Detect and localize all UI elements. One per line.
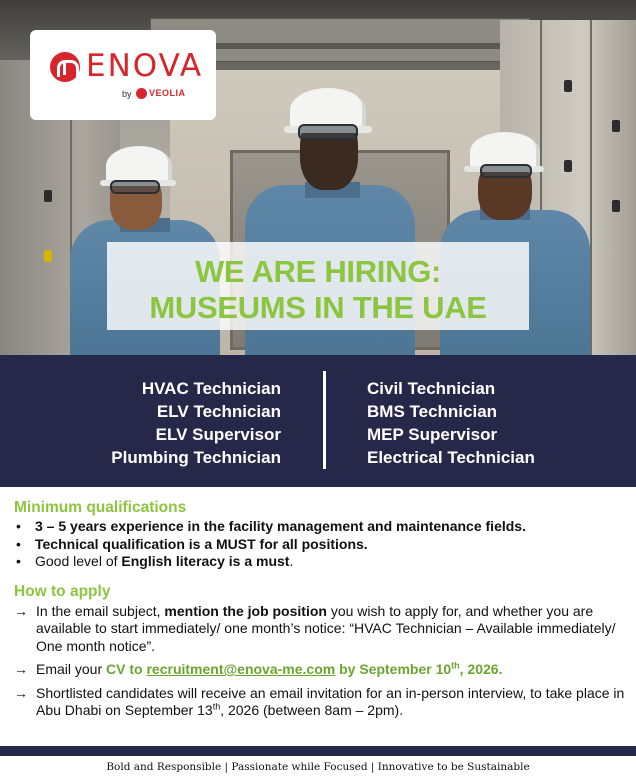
qualification-item: • 3 – 5 years experience in the facility management and maintenance fields.: [14, 518, 626, 536]
positions-right-column: [367, 377, 535, 469]
how-to-apply-title: How to apply: [14, 582, 111, 600]
application-step: → In the email subject, mention the job position you wish to apply for, and whether you are available to start immediately/ one month’s notice: “HVAC Technician – Available immediately/ One month notice”.: [14, 602, 616, 654]
arrow-right-icon: →: [14, 602, 28, 619]
arrow-right-icon: →: [14, 684, 28, 701]
enova-logo-icon: [50, 52, 80, 82]
qualifications-list: [14, 518, 626, 571]
position-item: Electrical Technician: [367, 448, 535, 467]
headline-line-2: MUSEUMS IN THE UAE: [149, 290, 487, 325]
recruitment-email-link[interactable]: recruitment@enova-me.com: [146, 661, 336, 677]
logo-wordmark: ENOVA: [86, 48, 204, 84]
qualification-item: • Technical qualification is a MUST for all positions.: [14, 536, 626, 554]
positions-divider: [323, 371, 326, 469]
qualifications-title: Minimum qualifications: [14, 499, 187, 516]
hero-photo: [0, 0, 636, 355]
headline-panel: [107, 242, 529, 330]
position-item: MEP Supervisor: [367, 425, 498, 444]
position-item: HVAC Technician: [141, 379, 281, 398]
position-item: ELV Supervisor: [155, 425, 281, 444]
arrow-right-icon: →: [14, 661, 28, 677]
ceiling-duct: [210, 48, 510, 62]
positions-left-column: [111, 377, 281, 469]
veolia-wordmark: VEOLIA: [149, 88, 186, 98]
application-steps: [14, 603, 626, 720]
logo-by-text: by: [122, 89, 132, 99]
footer-bar: [0, 746, 636, 756]
position-item: ELV Technician: [156, 402, 281, 421]
application-step: → Shortlisted candidates will receive an email invitation for an in-person interview, to take place in Abu Dhabi on September 13th, 2026 (between 8am – 2pm).: [14, 684, 625, 718]
enova-logo: [30, 30, 216, 120]
footer-tagline: Bold and Responsible | Passionate while Focused | Innovative to be Sustainable: [106, 761, 530, 773]
veolia-logo-icon: [136, 88, 147, 99]
job-details: [14, 498, 626, 726]
headline-line-1: WE ARE HIRING:: [194, 254, 442, 289]
application-step: → Email your CV to recruitment@enova-me.com by September 10th, 2026.: [14, 660, 503, 677]
position-item: Plumbing Technician: [111, 448, 281, 467]
position-item: BMS Technician: [367, 402, 498, 421]
position-item: Civil Technician: [367, 379, 496, 398]
qualification-item: • Good level of English literacy is a must.: [14, 553, 626, 571]
positions-band: [0, 355, 636, 487]
